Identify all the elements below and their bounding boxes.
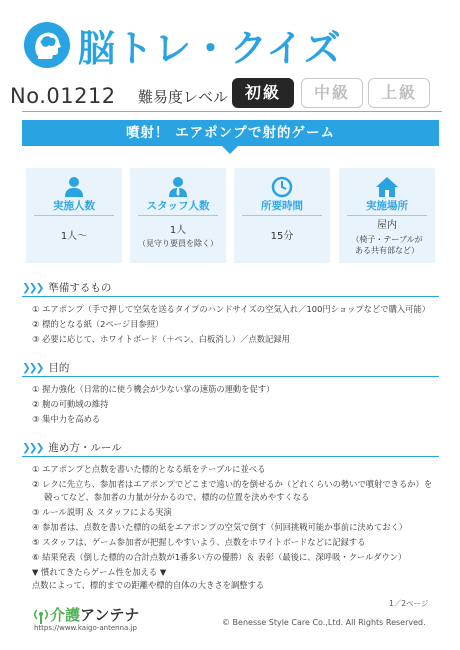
level-beginner-badge: 初級 xyxy=(232,78,294,108)
card-divider xyxy=(347,215,427,216)
section-title: 目的 xyxy=(48,362,70,374)
card-value: 屋内 xyxy=(377,220,397,231)
card-location xyxy=(339,168,435,263)
difficulty-label: 難易度レベル xyxy=(138,88,229,106)
brain-head-icon xyxy=(24,22,70,68)
list-item: ③ ルール説明 ＆ スタッフによる実演 xyxy=(32,507,172,517)
header-divider xyxy=(22,111,442,112)
list-item: ② レクに先立ち、参加者はエアポンプでどこまで遠い的を倒せるか（どれくらいの勢いで噴射できるか）を xyxy=(32,479,433,489)
house-icon xyxy=(339,176,435,200)
banner-pointer xyxy=(222,146,238,154)
card-note: （見守り要員を除く） xyxy=(138,239,218,248)
section-divider xyxy=(22,456,439,457)
list-item: ⑥ 結果発表（倒した標的の合計点数が1番多い方の優勝）＆ 表彰（最後に、深呼吸・クールダウン） xyxy=(32,552,407,562)
card-title: スタッフ人数 xyxy=(146,200,210,212)
card-value: 1人 xyxy=(169,225,187,236)
list-item: ① エアポンプと点数を書いた標的となる紙をテーブルに並べる xyxy=(32,464,266,474)
quiz-title-banner: 噴射！ エアポンプで射的ゲーム xyxy=(22,120,439,146)
level-intermediate-badge: 中級 xyxy=(301,78,363,108)
list-item: ① エアポンプ（手で押して空気を送るタイプのハンドサイズの空気入れ／100円ショップなどで購入可能） xyxy=(32,304,431,314)
card-title: 実施人数 xyxy=(53,200,95,212)
staff-icon xyxy=(130,176,226,200)
card-duration xyxy=(234,168,330,263)
page-number: 1／2ページ xyxy=(389,599,429,608)
tip-text: 点数によって、標的までの距離や標的自体の大きさを調整する xyxy=(32,580,265,590)
person-icon xyxy=(26,176,122,200)
page-header xyxy=(0,0,460,78)
section-divider xyxy=(22,296,439,297)
list-item: ① 握力強化（日常的に使う機会が少ない掌の速筋の運動を促す） xyxy=(32,384,275,394)
list-item: ③ 集中力を高める xyxy=(32,414,101,424)
card-divider xyxy=(34,215,114,216)
card-note: （椅子・テーブルが ある共有部など） xyxy=(351,235,423,255)
section-title: 進め方・ルール xyxy=(48,442,122,454)
list-item: ② 標的となる紙（2ページ目参照） xyxy=(32,319,164,329)
card-value: 15分 xyxy=(270,231,294,242)
list-item: ② 腕の可動域の維持 xyxy=(32,399,109,409)
card-title: 所要時間 xyxy=(261,200,303,212)
section-divider xyxy=(22,376,439,377)
app-title: 脳トレ・クイズ xyxy=(78,27,342,70)
card-divider xyxy=(242,215,322,216)
tip-heading: ▼ 慣れてきたらゲーム性を加える ▼ xyxy=(32,567,167,577)
level-advanced-badge: 上級 xyxy=(368,78,430,108)
site-url: https://www.kaigo-antenna.jp xyxy=(34,624,137,632)
clock-icon xyxy=(234,176,330,200)
list-item: ⑤ スタッフは、ゲーム参加者が把握しやすいよう、点数をホワイトボードなどに記録する xyxy=(32,537,366,547)
copyright: © Benesse Style Care Co.,Ltd. All Rights Reserved. xyxy=(222,618,426,627)
list-item: ④ 参加者は、点数を書いた標的の紙をエアポンプの空気で倒す（何回挑戦可能か事前に決めておく） xyxy=(32,522,408,532)
card-participants xyxy=(26,168,122,263)
chevron-right-icon: ❯❯❯ xyxy=(22,282,43,294)
list-item: ③ 必要に応じて、ホワイトボード（＋ペン、白板消し）／点数記録用 xyxy=(32,334,290,344)
card-divider xyxy=(138,215,218,216)
card-title: 実施場所 xyxy=(366,200,408,212)
list-item-continuation: 競ってなど、参加者の力量が分かるので、標的の位置を決めやすくなる xyxy=(44,492,310,502)
chevron-right-icon: ❯❯❯ xyxy=(22,362,43,374)
section-title: 準備するもの xyxy=(48,282,112,294)
quiz-number: No.01212 xyxy=(10,84,116,108)
card-value: 1人〜 xyxy=(60,231,88,242)
chevron-right-icon: ❯❯❯ xyxy=(22,442,43,454)
brand-logo: 介護アンテナ xyxy=(50,606,140,624)
card-staff xyxy=(130,168,226,263)
